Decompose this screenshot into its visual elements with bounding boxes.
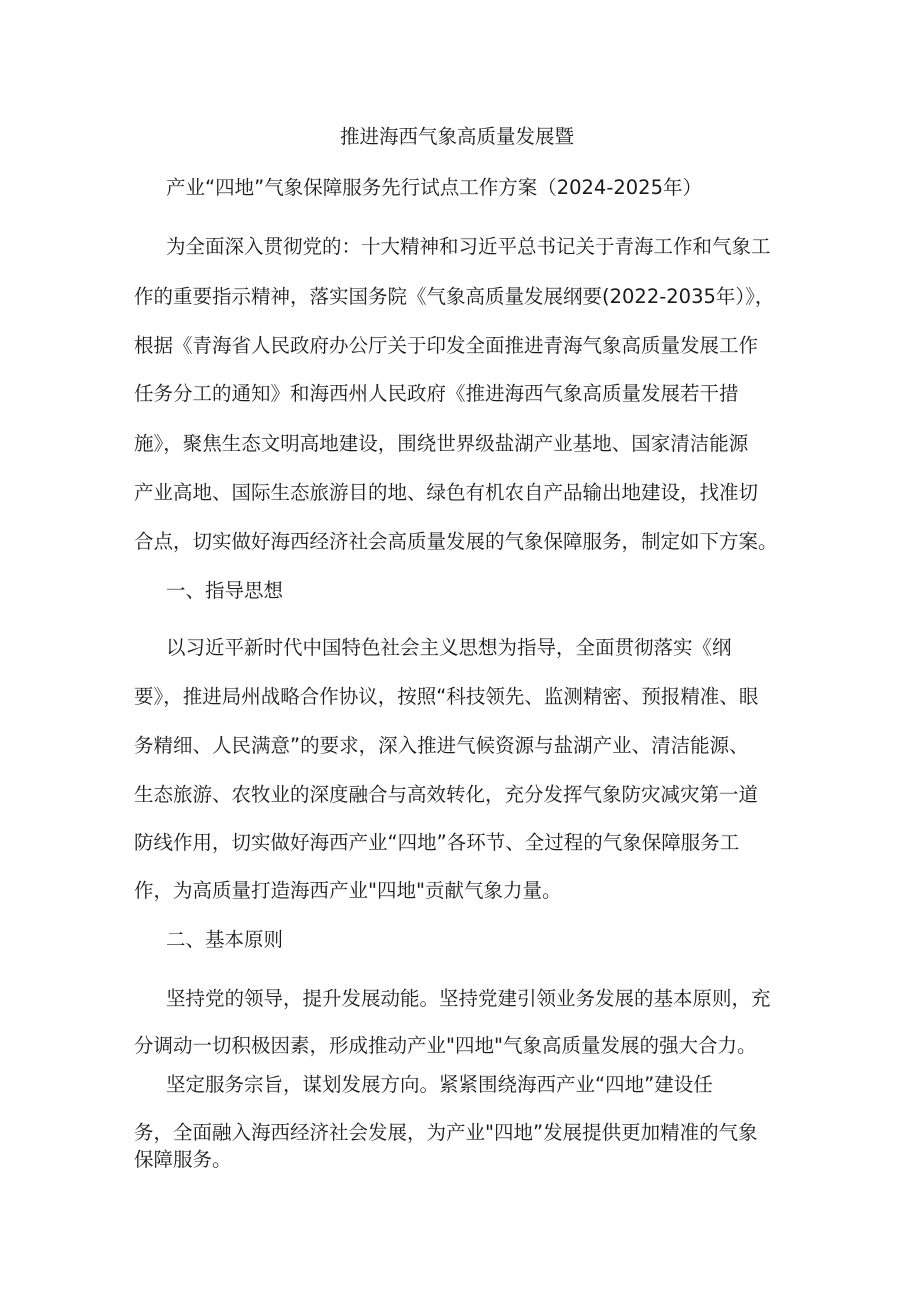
document-title: 推进海西气象高质量发展暨 xyxy=(340,125,575,148)
section1-line: 作，为高质量打造海西产业"四地"贡献气象力量。 xyxy=(134,879,562,902)
section2-line: 务，全面融入海西经济社会发展，为产业"四地”发展提供更加精准的气象 xyxy=(134,1121,758,1144)
intro-line: 合点，切实做好海西经济社会高质量发展的气象保障服务，制定如下方案。 xyxy=(134,530,778,553)
section1-line: 生态旅游、农牧业的深度融合与高效转化，充分发挥气象防灾减灾第一道 xyxy=(134,783,759,806)
intro-line: 施》，聚焦生态文明高地建设，围绕世界级盐湖产业基地、国家清洁能源 xyxy=(134,432,749,455)
section1-line: 要》，推进局州战略合作协议，按照“科技领先、监测精密、预报精准、眼 xyxy=(134,685,759,708)
section2-line: 保障服务。 xyxy=(134,1148,232,1171)
section2-line: 分调动一切积极因素，形成推动产业"四地"气象高质量发展的强大合力。 xyxy=(134,1034,757,1057)
intro-line: 为全面深入贯彻党的：十大精神和习近平总书记关于青海工作和气象工 xyxy=(166,235,771,258)
intro-line: 作的重要指示精神，落实国务院《气象高质量发展纲要(2022-2035年）》， xyxy=(134,285,775,308)
section1-line: 防线作用，切实做好海西产业“四地”各环节、全过程的气象保障服务工 xyxy=(134,831,740,854)
section-heading: 二、基本原则 xyxy=(166,928,284,951)
intro-line: 任务分工的通知》和海西州人民政府《推进海西气象高质量发展若干措 xyxy=(134,382,739,405)
intro-line: 根据《青海省人民政府办公厅关于印发全面推进青海气象高质量发展工作 xyxy=(134,334,759,357)
section1-line: 以习近平新时代中国特色社会主义思想为指导，全面贯彻落实《纲 xyxy=(166,636,732,659)
document-subtitle: 产业“四地”气象保障服务先行试点工作方案（2024-2025年） xyxy=(166,176,702,199)
section-heading: 一、指导思想 xyxy=(166,579,284,602)
section2-line: 坚定服务宗旨，谋划发展方向。紧紧围绕海西产业“四地”建设任 xyxy=(166,1073,713,1096)
section2-line: 坚持党的领导，提升发展动能。坚持党建引领业务发展的基本原则，充 xyxy=(166,987,771,1010)
intro-line: 产业高地、国际生态旅游目的地、绿色有机农自产品输出地建设，找准切 xyxy=(134,481,759,504)
section1-line: 务精细、人民满意”的要求，深入推进气候资源与盐湖产业、清洁能源、 xyxy=(134,734,749,757)
